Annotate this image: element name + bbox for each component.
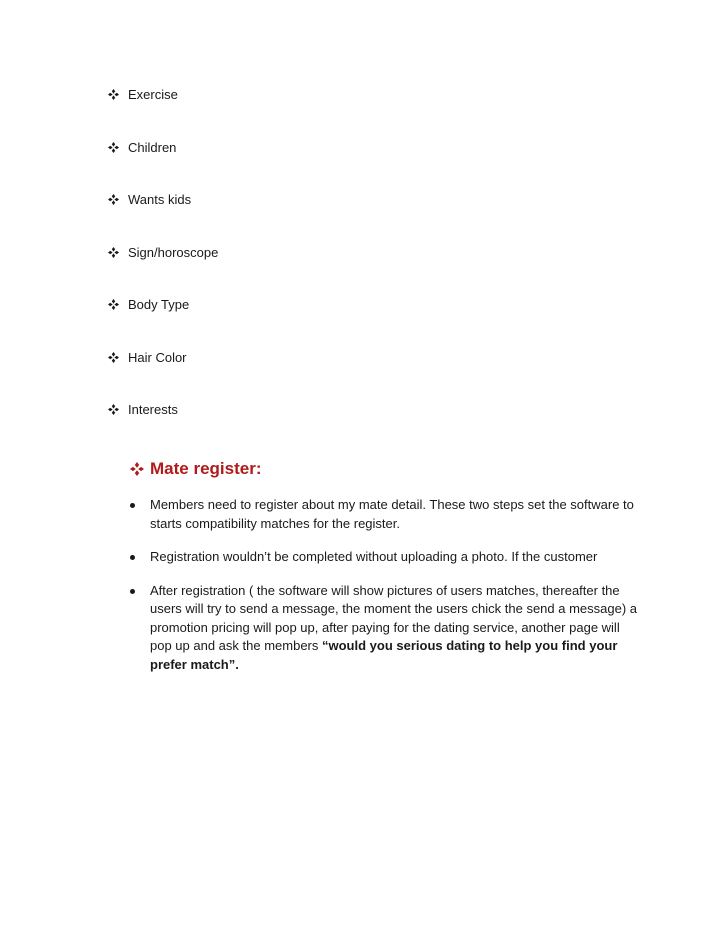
list-item	[108, 349, 218, 366]
list-item	[128, 496, 638, 533]
paragraph-text: Registration wouldn’t be completed without uploading a photo. If the customer	[150, 549, 598, 564]
round-bullet-icon	[128, 582, 150, 600]
paragraph-text	[150, 582, 638, 675]
diamond-bullet-icon	[130, 462, 150, 476]
paragraph-plain-text: After registration ( the software will show pictures of users matches, thereafter the users will try to send a message, the moment the users chick the send a message) a promotion pricing will pop up, after paying for the dating service, another page will pop up and ask the members	[150, 582, 638, 653]
list-item	[108, 191, 218, 208]
list-item	[128, 582, 638, 675]
list-item	[108, 244, 218, 261]
paragraph-text: Members need to register about my mate detail. These two steps set the software to starts compatibility matches for the register.	[150, 497, 634, 531]
list-item-label: Exercise	[128, 87, 178, 102]
list-item-label: Interests	[128, 402, 178, 417]
list-item	[108, 86, 218, 103]
list-item	[108, 139, 218, 156]
list-item	[128, 548, 638, 567]
section-heading-text: Mate register:	[150, 459, 262, 478]
list-item	[108, 401, 218, 418]
diamond-bullet-icon	[108, 299, 128, 310]
diamond-bullet-icon	[108, 89, 128, 100]
list-item	[108, 296, 218, 313]
section-heading	[130, 459, 261, 479]
diamond-bullet-icon	[108, 352, 128, 363]
registration-notes	[128, 496, 638, 689]
round-bullet-icon	[128, 496, 150, 514]
diamond-bullet-icon	[108, 404, 128, 415]
list-item-label: Sign/horoscope	[128, 244, 219, 260]
list-item-label: Hair Color	[128, 349, 187, 365]
attribute-list	[108, 86, 218, 454]
diamond-bullet-icon	[108, 247, 128, 258]
diamond-bullet-icon	[108, 194, 128, 205]
diamond-bullet-icon	[108, 142, 128, 153]
round-bullet-icon	[128, 548, 150, 566]
list-item-label: Body Type	[128, 297, 190, 312]
list-item-label: Wants kids	[128, 192, 192, 207]
paragraph-bold-text: “would you serious dating to help you find your prefer match”.	[150, 638, 618, 672]
list-item-label: Children	[128, 139, 177, 155]
